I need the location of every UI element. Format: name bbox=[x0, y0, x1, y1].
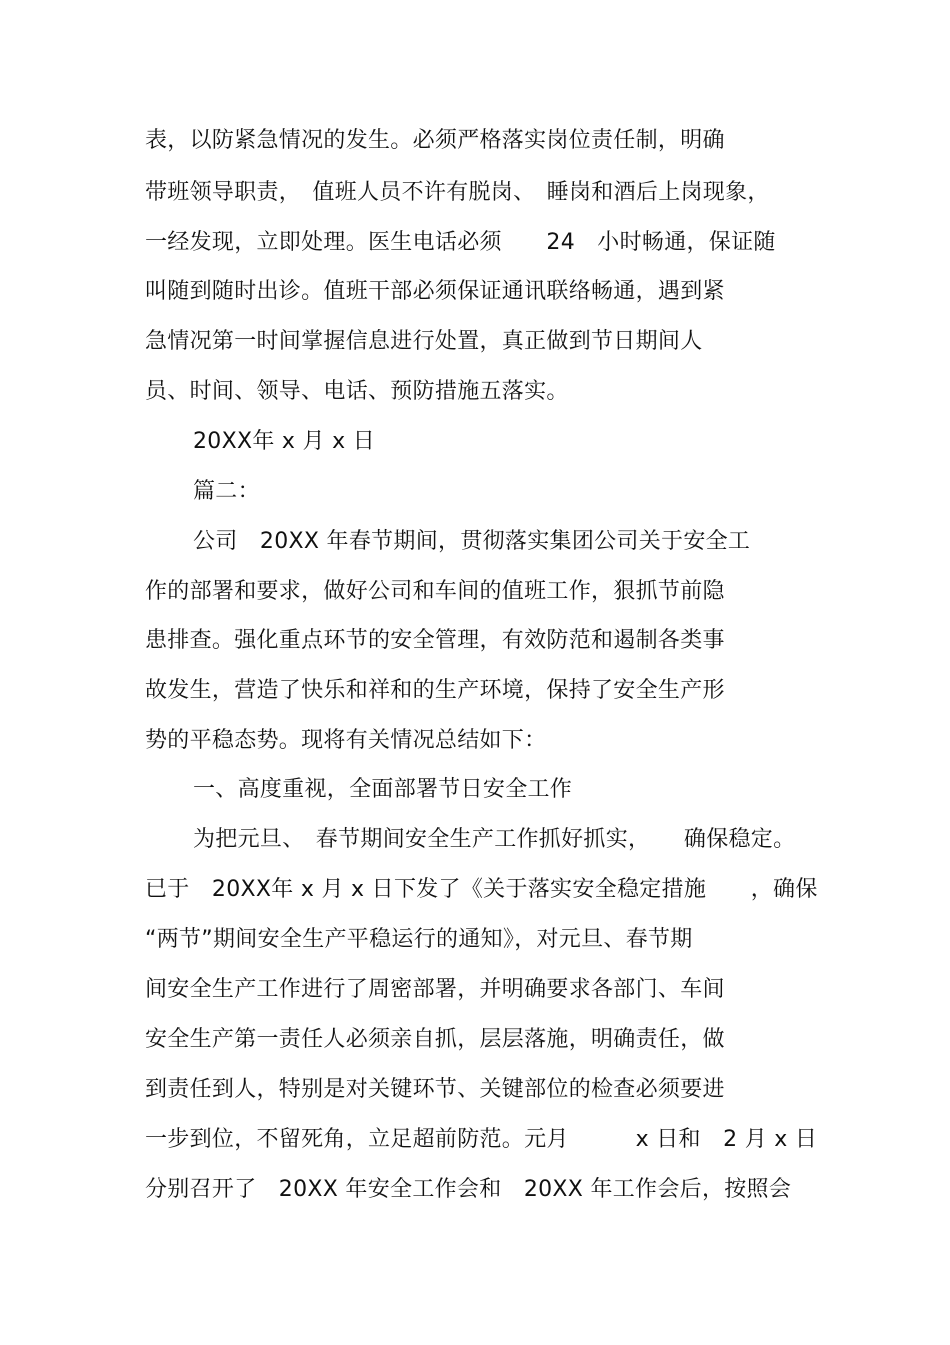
text-line: 公司 20XX 年春节期间，贯彻落实集团公司关于安全工 bbox=[193, 529, 751, 554]
text-line: 势的平稳态势。现将有关情况总结如下： bbox=[145, 728, 547, 753]
text-line: 急情况第一时间掌握信息进行处置，真正做到节日期间人 bbox=[145, 329, 703, 354]
text-line: 到责任到人，特别是对关键环节、关键部位的检查必须要进 bbox=[145, 1077, 725, 1102]
text-line: 一步到位，不留死角，立足超前防范。元月 x 日和 2 月 x 日 bbox=[145, 1127, 818, 1152]
text-line: 作的部署和要求，做好公司和车间的值班工作，狠抓节前隐 bbox=[145, 579, 725, 604]
date-line: 20XX年 x 月 x 日 bbox=[193, 429, 376, 454]
text-line: 带班领导职责， 值班人员不许有脱岗、 睡岗和酒后上岗现象， bbox=[145, 180, 770, 205]
text-line: 安全生产第一责任人必须亲自抓，层层落施，明确责任，做 bbox=[145, 1027, 725, 1052]
text-line: 为把元旦、 春节期间安全生产工作抓好抓实， 确保稳定。 bbox=[193, 827, 796, 852]
subsection-heading: 一、高度重视，全面部署节日安全工作 bbox=[193, 777, 573, 802]
text-line: 表，以防紧急情况的发生。必须严格落实岗位责任制，明确 bbox=[145, 128, 725, 153]
text-line: 一经发现，立即处理。医生电话必须 24 小时畅通，保证随 bbox=[145, 230, 776, 255]
section-heading: 篇二： bbox=[193, 479, 260, 504]
text-line: 叫随到随时出诊。值班干部必须保证通讯联络畅通，遇到紧 bbox=[145, 279, 725, 304]
text-line: 已于 20XX年 x 月 x 日下发了《关于落实安全稳定措施 ，确保 bbox=[145, 877, 818, 902]
text-line: 故发生，营造了快乐和祥和的生产环境，保持了安全生产形 bbox=[145, 678, 725, 703]
text-line: 间安全生产工作进行了周密部署，并明确要求各部门、车间 bbox=[145, 977, 725, 1002]
text-line: “两节”期间安全生产平稳运行的通知》，对元旦、春节期 bbox=[145, 927, 693, 952]
text-line: 员、时间、领导、电话、预防措施五落实。 bbox=[145, 379, 569, 404]
text-line: 患排查。强化重点环节的安全管理，有效防范和遏制各类事 bbox=[145, 628, 725, 653]
text-line: 分别召开了 20XX 年安全工作会和 20XX 年工作会后，按照会 bbox=[145, 1177, 792, 1202]
